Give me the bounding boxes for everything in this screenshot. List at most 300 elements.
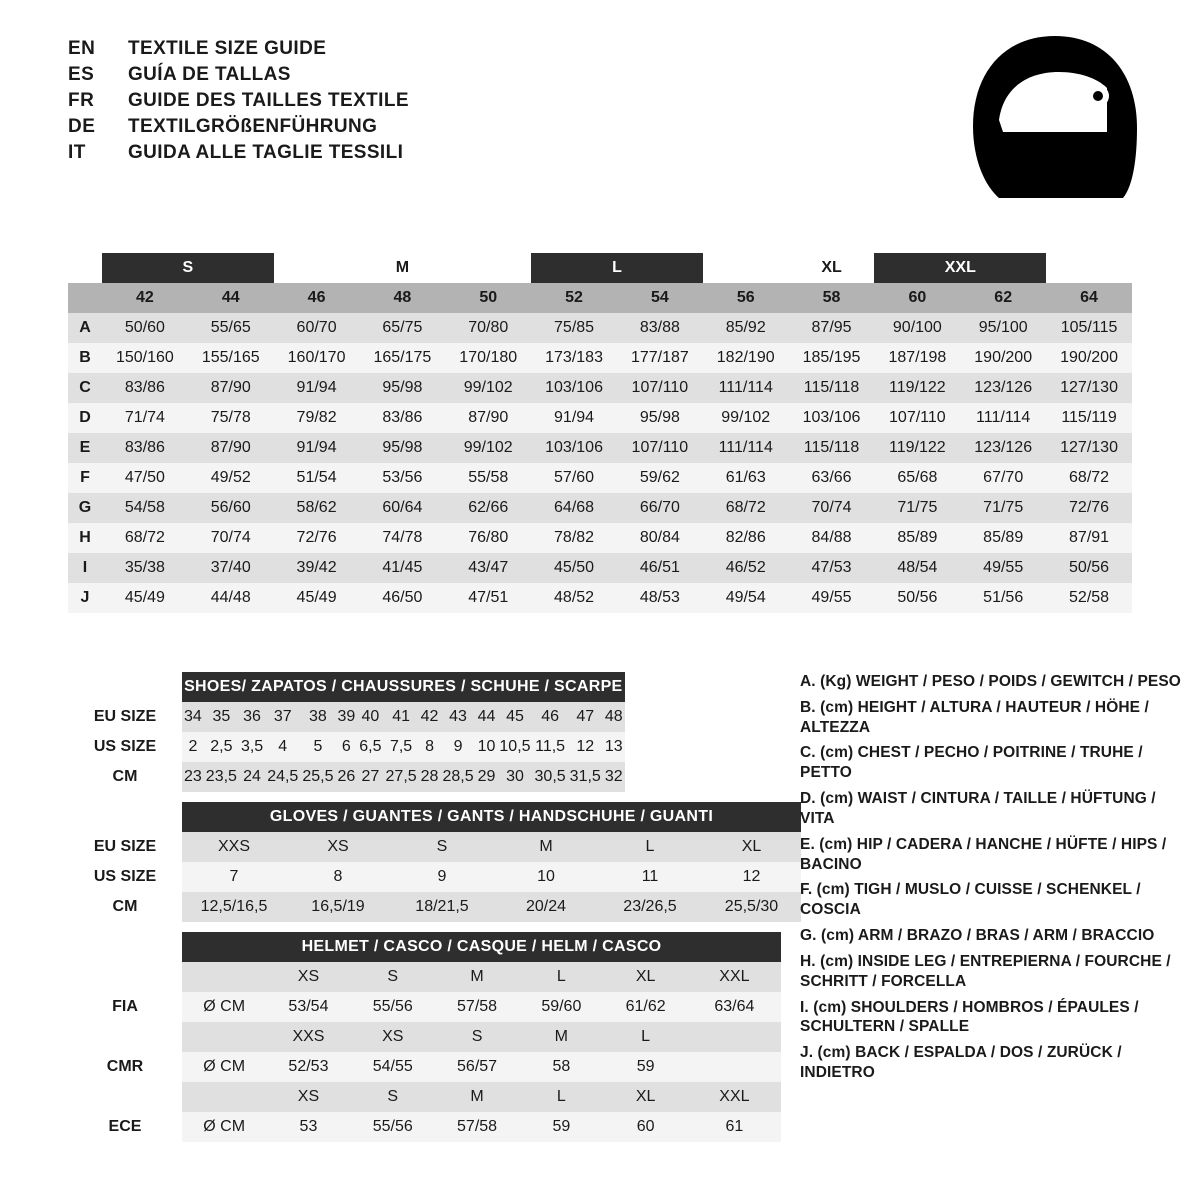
cell: 46 [541,708,559,725]
cell: 2 [188,738,198,755]
cell: 41/45 [382,559,423,576]
cell: 8 [425,738,434,755]
row-label-fia: FIA [68,992,182,1022]
cell: 24,5 [267,768,299,785]
cell: 182/190 [716,349,775,366]
cell: 78/82 [554,529,595,546]
cell: 24 [243,768,261,785]
group-cell-s: S [102,253,274,283]
cell: L [556,968,566,985]
cell [182,962,266,992]
cell: 70/80 [468,319,509,336]
cell: 95/98 [382,379,423,396]
gloves-eu-row [68,832,801,862]
cell: 68/72 [725,499,766,516]
cell: 3,5 [240,738,264,755]
table-row [68,523,1132,553]
table-row [68,493,1132,523]
legend-item-d: D. (cm) WAIST / CINTURA / TAILLE / HÜFTUNG / VITA [800,790,1156,827]
row-label-i: I [82,559,88,576]
cell: 12 [742,868,761,885]
header-title-text: GUÍA DE TALLAS [128,64,291,85]
cell: XL [741,838,762,855]
cell: 190/200 [1060,349,1118,366]
row-label-f: F [80,469,90,486]
cell: 36 [243,708,261,725]
cell: 7 [229,868,239,885]
cell: 49/55 [983,559,1024,576]
header-title-text: GUIDE DES TAILLES TEXTILE [128,90,409,111]
group-cell-empty [68,253,102,283]
cell: 55/56 [372,998,413,1015]
cell: 70/74 [811,499,852,516]
cell: 165/175 [373,349,432,366]
cell: 155/165 [201,349,260,366]
group-cell-empty [703,253,789,283]
cell: 59 [636,1058,655,1075]
cell: 83/86 [124,379,165,396]
cell: 91/94 [296,379,337,396]
cell: 90/100 [892,319,942,336]
cell: 60/64 [382,499,423,516]
cell: 37 [273,708,292,725]
cell: 53/56 [382,469,423,486]
legend-item-a: A. (Kg) WEIGHT / PESO / POIDS / GEWITCH / PESO [800,673,1181,690]
legend-item-i: I. (cm) SHOULDERS / HOMBROS / ÉPAULES / SCHULTERN / SPALLE [800,998,1139,1036]
cell: 51/56 [983,589,1024,606]
cell: 16,5/19 [311,898,365,915]
cell: 59/60 [541,998,582,1015]
cell: 75/78 [210,409,251,426]
cell: 41 [392,708,410,725]
cell: 65/75 [382,319,423,336]
cell: 12 [576,738,595,755]
measurement-legend [800,672,1190,1089]
cell: 83/88 [639,319,680,336]
group-cell-xl: XL [821,259,842,276]
cell [688,1022,781,1052]
cell: 84/88 [811,529,852,546]
cell [182,1022,266,1052]
row-label-empty [68,962,182,992]
size-header-54: 54 [617,283,703,313]
cell: 103/106 [545,439,603,456]
size-header-58: 58 [789,283,875,313]
group-cell-xxl: XXL [874,253,1046,283]
cell: 63/64 [714,998,755,1015]
cell: 82/86 [725,529,766,546]
row-label-a: A [79,319,91,336]
gloves-us-row [68,862,801,892]
cell: 8 [333,868,343,885]
group-cell-empty [274,253,360,283]
cell [688,1052,781,1082]
cell: S [436,838,448,855]
cell: 23 [184,768,202,785]
cell: 47 [576,708,595,725]
cell: 10,5 [499,738,531,755]
header-row [68,116,409,138]
cell: 20/24 [525,898,567,915]
shoes-title-row [68,672,625,702]
cell: 44 [477,708,496,725]
cell: 25,5 [302,768,334,785]
cell: 95/98 [639,409,680,426]
header-languages [68,38,409,168]
cell: 76/80 [468,529,509,546]
shoes-cm-row [68,762,625,792]
cell: XL [635,1088,656,1105]
cell: M [470,1088,484,1105]
cell: 32 [604,768,623,785]
cell: 34 [184,708,202,725]
cell: 47/51 [468,589,509,606]
cell: 68/72 [1069,469,1110,486]
cell: XS [297,968,320,985]
cell: 68/72 [124,529,165,546]
cell: 185/195 [802,349,861,366]
cell: 52/53 [288,1058,329,1075]
cell: 39/42 [296,559,337,576]
cell: 74/78 [382,529,423,546]
cell: 13 [604,738,623,755]
size-header-50: 50 [445,283,531,313]
gloves-cm-row [68,892,801,922]
row-label-eu-size: EU SIZE [68,702,182,732]
cell: 160/170 [287,349,346,366]
size-header-62: 62 [960,283,1046,313]
cell: 95/98 [382,439,423,456]
cell: 87/91 [1069,529,1110,546]
helmet-cmr-size-row [68,1022,781,1052]
cell: 27,5 [385,768,417,785]
table-row [68,373,1132,403]
cell: 177/187 [630,349,689,366]
cell: 75/85 [554,319,595,336]
header-row [68,90,409,112]
cell: 48/54 [897,559,938,576]
group-cell-m: M [359,253,445,283]
cell: 107/110 [631,379,689,396]
cell: 43/47 [468,559,509,576]
header-lang-code: FR [68,90,95,111]
main-size-table [68,253,1132,613]
size-header-42: 42 [102,283,188,313]
cell: 87/90 [468,409,509,426]
cell: 53/54 [288,998,329,1015]
table-row [68,343,1132,373]
cell: 37/40 [210,559,251,576]
cell: 91/94 [296,439,337,456]
cell: 72/76 [1069,499,1110,516]
cell: 52/58 [1069,589,1110,606]
header-row [68,38,409,60]
cell-unit: Ø CM [203,1058,246,1075]
cell: 60 [636,1118,655,1135]
cell: 30 [506,768,524,785]
cell: 83/86 [124,439,165,456]
cell: 18/21,5 [415,898,469,915]
row-label-g: G [78,499,92,516]
cell: 85/89 [983,529,1024,546]
size-header-52: 52 [531,283,617,313]
size-number-header-row [68,283,1132,313]
row-label-cm: CM [68,762,182,792]
cell: 85/92 [725,319,766,336]
cell: 45/50 [554,559,595,576]
group-cell-empty [445,253,531,283]
cell: 35 [212,708,231,725]
cell: 9 [437,868,447,885]
cell: 187/198 [888,349,947,366]
table-row [68,403,1132,433]
size-header-44: 44 [188,283,274,313]
cell: 95/100 [978,319,1028,336]
cell: 107/110 [631,439,689,456]
legend-item-f: F. (cm) TIGH / MUSLO / CUISSE / SCHENKEL / COSCIA [800,881,1141,919]
cell: 55/56 [372,1118,413,1135]
cell: 40 [361,708,380,725]
cell: 170/180 [459,349,518,366]
cell: 64/68 [554,499,595,516]
legend-item-c: C. (cm) CHEST / PECHO / POITRINE / TRUHE / PETTO [800,744,1143,782]
header-title-text: TEXTILE SIZE GUIDE [128,38,327,59]
cell: 115/118 [803,379,860,396]
row-label-e: E [79,439,91,456]
helmet-fia-value-row [68,992,781,1022]
gloves-title: GLOVES / GUANTES / GANTS / HANDSCHUHE / GUANTI [182,802,801,832]
cell: 72/76 [296,529,337,546]
cell: 45/49 [296,589,337,606]
size-group-row [68,253,1132,283]
cell: 55/65 [210,319,251,336]
cell: 99/102 [463,379,513,396]
cell: 103/106 [545,379,603,396]
cell: 62/66 [468,499,509,516]
cell: S [471,1028,483,1045]
row-label-j: J [80,589,90,606]
cell: 35/38 [124,559,165,576]
cell: 30,5 [534,768,566,785]
row-label-us-size: US SIZE [68,862,182,892]
cell: S [387,1088,399,1105]
cell: 10 [537,868,555,885]
table-row [68,463,1132,493]
header-row [68,142,409,164]
cell: 111/114 [976,409,1031,426]
header-title-text: GUIDA ALLE TAGLIE TESSILI [128,142,404,163]
cell: 45 [506,708,524,725]
cell: 53 [299,1118,318,1135]
cell: 55/58 [468,469,509,486]
cell: 38 [309,708,327,725]
cell: 6,5 [359,738,382,755]
cell: 119/122 [889,379,946,396]
row-label-cmr: CMR [68,1052,182,1082]
size-header-46: 46 [274,283,360,313]
cell: 27 [361,768,380,785]
header-lang-code: DE [68,116,96,137]
cell: 48/53 [639,589,680,606]
cell: 50/56 [1069,559,1110,576]
cell: 46/50 [382,589,423,606]
header-lang-code: EN [68,38,96,59]
cell: 115/118 [803,439,860,456]
cell: 6 [341,738,351,755]
cell: M [539,838,553,855]
cell: 87/90 [210,439,251,456]
cell: 61/62 [625,998,666,1015]
helmet-icon [955,28,1155,213]
cell: 28 [420,768,439,785]
cell: XS [327,838,349,855]
row-label-us-size: US SIZE [68,732,182,762]
cell: 119/122 [889,439,946,456]
cell: 29 [477,768,496,785]
cell: 51/54 [296,469,337,486]
cell: 91/94 [554,409,595,426]
cell: 123/126 [974,439,1033,456]
row-label-ece: ECE [68,1112,182,1142]
cell: 57/58 [457,998,498,1015]
helmet-cmr-value-row [68,1052,781,1082]
legend-item-j: J. (cm) BACK / ESPALDA / DOS / ZURÜCK / INDIETRO [800,1044,1122,1082]
cell: 173/183 [545,349,603,366]
cell: XXL [719,968,750,985]
cell: 99/102 [721,409,771,426]
cell: 11,5 [535,738,566,755]
cell: 127/130 [1060,379,1118,396]
cell: 28,5 [442,768,474,785]
cell: 71/75 [983,499,1024,516]
cell: 10 [477,738,496,755]
cell: M [554,1028,568,1045]
cell: 43 [449,708,467,725]
cell: 58/62 [296,499,337,516]
row-label-c: C [79,379,91,396]
shoes-eu-row [68,702,625,732]
cell: L [641,1028,651,1045]
cell: 56/60 [210,499,251,516]
header-row [68,64,409,86]
cell: 44/48 [210,589,251,606]
cell: 103/106 [802,409,861,426]
cell: 60/70 [296,319,337,336]
cell: 49/55 [811,589,852,606]
row-label-cm: CM [68,892,182,922]
cell: 50/60 [124,319,165,336]
cell: 79/82 [296,409,337,426]
cell: 57/58 [457,1118,498,1135]
cell: 12,5/16,5 [200,898,268,915]
cell: 87/90 [210,379,251,396]
cell: 45/49 [124,589,165,606]
cell: 49/54 [725,589,766,606]
cell [182,1082,266,1112]
cell: 2,5 [210,738,233,755]
cell: 39 [337,708,356,725]
cell: XL [635,968,656,985]
cell: 54/55 [372,1058,413,1075]
cell: 25,5/30 [724,898,779,915]
size-header-64: 64 [1046,283,1132,313]
cell: 63/66 [811,469,852,486]
cell: 7,5 [389,738,413,755]
size-header-48: 48 [359,283,445,313]
cell: 99/102 [463,439,513,456]
row-label-h: H [79,529,91,546]
cell: 48/52 [554,589,595,606]
gloves-title-row [68,802,801,832]
cell: 50/56 [897,589,938,606]
group-cell-empty [1046,253,1132,283]
cell: 11 [641,868,659,885]
table-row [68,553,1132,583]
cell: 5 [313,738,323,755]
size-header-empty [68,283,102,313]
header-lang-code: ES [68,64,95,85]
cell: 26 [337,768,356,785]
cell: 58 [552,1058,571,1075]
cell: 9 [453,738,463,755]
cell: 80/84 [639,529,680,546]
cell: 66/70 [639,499,680,516]
size-header-56: 56 [703,283,789,313]
cell: XXL [719,1088,750,1105]
cell: 71/74 [124,409,165,426]
legend-item-g: G. (cm) ARM / BRAZO / BRAS / ARM / BRACCIO [800,927,1155,945]
row-label-eu-size: EU SIZE [68,832,182,862]
helmet-title-row [68,932,781,962]
row-label-empty [68,1022,182,1052]
cell: 47/50 [124,469,165,486]
cell: 111/114 [718,439,773,456]
legend-item-e: E. (cm) HIP / CADERA / HANCHE / HÜFTE / HIPS / BACINO [800,835,1167,873]
cell: 59/62 [639,469,680,486]
cell: XXS [217,838,250,855]
cell: 190/200 [974,349,1033,366]
helmet-table [68,932,781,1142]
cell: 61 [725,1118,744,1135]
cell: 23/26,5 [623,898,677,915]
cell: 107/110 [889,409,946,426]
gloves-table [68,802,801,922]
cell: 23,5 [205,768,237,785]
header-lang-code: IT [68,142,86,163]
cell: S [387,968,399,985]
shoes-title: SHOES/ ZAPATOS / CHAUSSURES / SCHUHE / SCARPE [182,672,625,702]
cell: 56/57 [457,1058,498,1075]
cell: 71/75 [897,499,938,516]
legend-item-h: H. (cm) INSIDE LEG / ENTREPIERNA / FOURCHE / SCHRITT / FORCELLA [800,952,1171,990]
cell: 123/126 [974,379,1033,396]
cell: 105/115 [1060,319,1118,336]
cell: 42 [420,708,439,725]
cell: 4 [278,738,288,755]
cell: 85/89 [897,529,938,546]
cell: M [470,968,484,985]
cell-unit: Ø CM [203,998,246,1015]
cell: 115/119 [1061,409,1117,426]
cell: XXS [292,1028,325,1045]
cell: XS [382,1028,404,1045]
cell: 61/63 [725,469,766,486]
table-row [68,583,1132,613]
cell: 31,5 [569,768,601,785]
helmet-ece-value-row [68,1112,781,1142]
cell: L [556,1088,566,1105]
group-cell-l: L [531,253,703,283]
